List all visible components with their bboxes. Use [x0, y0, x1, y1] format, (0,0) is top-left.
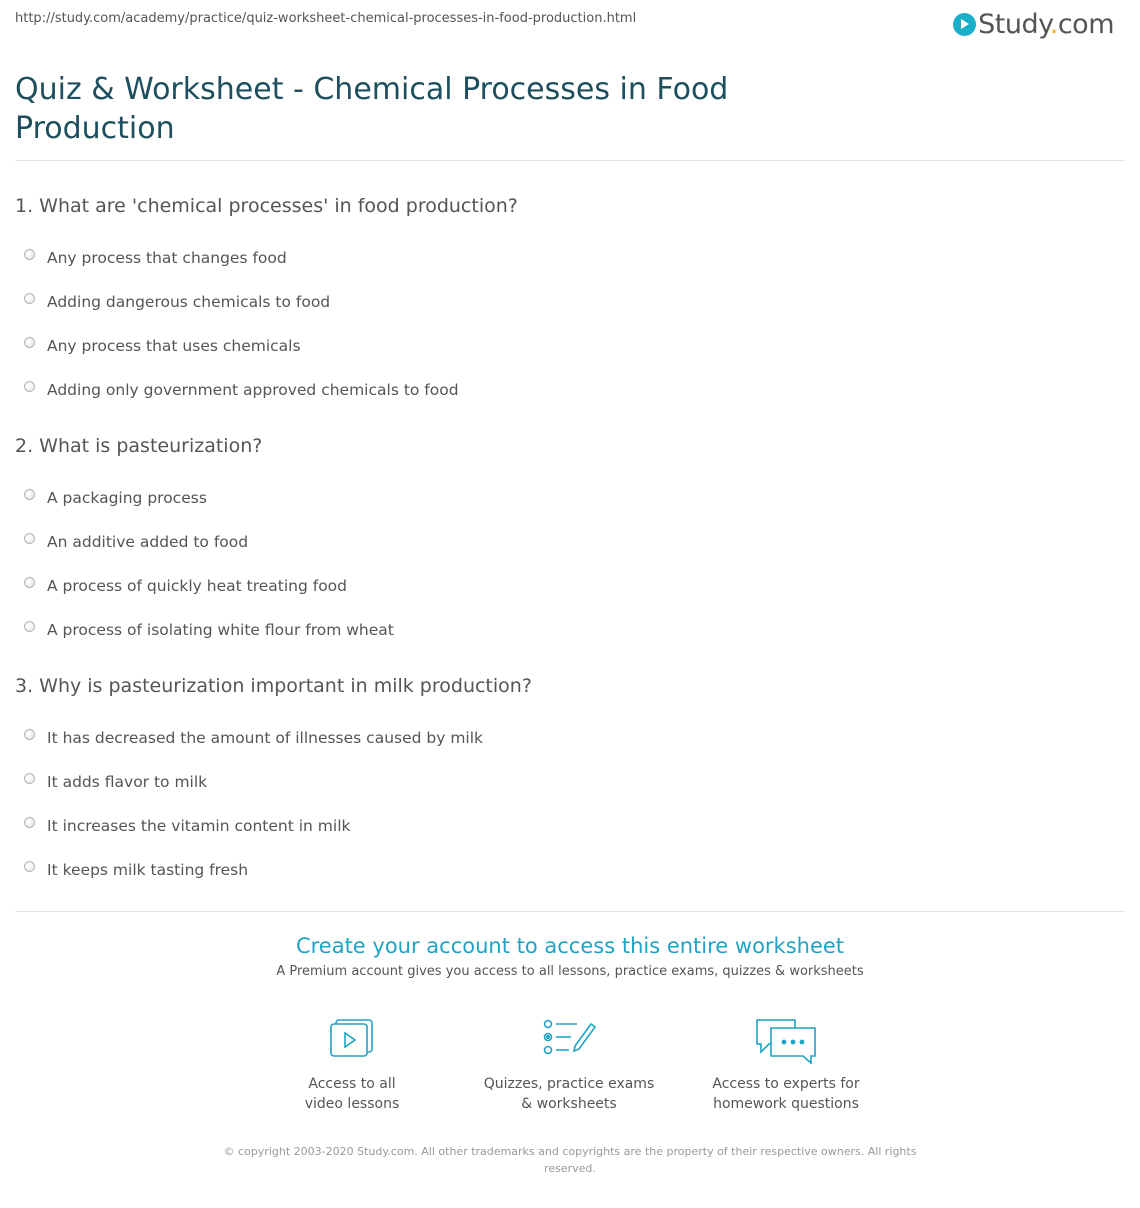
- premium-description: A Premium account gives you access to all lessons, practice exams, quizzes & worksheets: [276, 964, 864, 979]
- answer-options: [15, 236, 1115, 412]
- study-logo[interactable]: [953, 7, 1114, 41]
- radio-button[interactable]: [24, 489, 35, 500]
- answer-label: It keeps milk tasting fresh: [47, 861, 249, 879]
- answer-option[interactable]: [15, 368, 1115, 412]
- feature-video-lessons: [252, 1016, 452, 1114]
- answer-label: Any process that uses chemicals: [47, 337, 301, 355]
- page-url: http://study.com/academy/practice/quiz-worksheet-chemical-processes-in-food-production.html: [15, 11, 637, 26]
- copyright-notice: © copyright 2003-2020 Study.com. All other trademarks and copyrights are the property of their respective owners. All rights reserved.: [223, 1145, 917, 1175]
- question-text: 2. What is pasteurization?: [15, 435, 263, 457]
- answer-option[interactable]: [15, 280, 1115, 324]
- divider: [15, 160, 1125, 161]
- radio-button[interactable]: [24, 533, 35, 544]
- radio-button[interactable]: [24, 577, 35, 588]
- chat-bubbles-icon: [686, 1016, 886, 1068]
- quiz-checklist-icon: [469, 1016, 669, 1068]
- radio-button[interactable]: [24, 817, 35, 828]
- question-text: 1. What are 'chemical processes' in food production?: [15, 195, 518, 217]
- radio-button[interactable]: [24, 337, 35, 348]
- answer-option[interactable]: [15, 716, 1115, 760]
- divider: [15, 911, 1125, 912]
- radio-button[interactable]: [24, 249, 35, 260]
- answer-label: A process of quickly heat treating food: [47, 577, 348, 595]
- feature-label: Access to experts for homework questions: [712, 1076, 860, 1112]
- question-text: 3. Why is pasteurization important in milk production?: [15, 675, 532, 697]
- radio-button[interactable]: [24, 381, 35, 392]
- answer-label: It has decreased the amount of illnesses caused by milk: [47, 729, 484, 747]
- answer-option[interactable]: [15, 564, 1115, 608]
- video-lessons-icon: [252, 1016, 452, 1068]
- feature-experts: [686, 1016, 886, 1114]
- answer-label: An additive added to food: [47, 533, 249, 551]
- answer-option[interactable]: [15, 236, 1115, 280]
- radio-button[interactable]: [24, 729, 35, 740]
- question-3: [15, 673, 1115, 892]
- radio-button[interactable]: [24, 773, 35, 784]
- answer-label: It adds flavor to milk: [47, 773, 208, 791]
- answer-label: Any process that changes food: [47, 249, 287, 267]
- feature-label: Access to all video lessons: [304, 1076, 400, 1112]
- feature-quizzes: [469, 1016, 669, 1114]
- answer-option[interactable]: [15, 760, 1115, 804]
- answer-label: Adding only government approved chemicals to food: [47, 381, 459, 399]
- answer-options: [15, 476, 1115, 652]
- answer-option[interactable]: [15, 848, 1115, 892]
- answer-option[interactable]: [15, 520, 1115, 564]
- radio-button[interactable]: [24, 621, 35, 632]
- answer-option[interactable]: [15, 324, 1115, 368]
- answer-label: A packaging process: [47, 489, 207, 507]
- play-icon: [953, 13, 976, 36]
- radio-button[interactable]: [24, 293, 35, 304]
- create-account-link[interactable]: Create your account to access this entire worksheet: [295, 934, 845, 958]
- answer-label: Adding dangerous chemicals to food: [47, 293, 331, 311]
- answer-options: [15, 716, 1115, 892]
- answer-label: A process of isolating white flour from wheat: [47, 621, 394, 639]
- answer-label: It increases the vitamin content in milk: [47, 817, 351, 835]
- answer-option[interactable]: [15, 476, 1115, 520]
- page-title: Quiz & Worksheet - Chemical Processes in Food Production: [15, 72, 729, 146]
- question-2: [15, 433, 1115, 652]
- radio-button[interactable]: [24, 861, 35, 872]
- logo-text: Study.com: [978, 8, 1114, 40]
- feature-label: Quizzes, practice exams & worksheets: [483, 1076, 655, 1112]
- answer-option[interactable]: [15, 608, 1115, 652]
- signup-callout: [0, 934, 1140, 979]
- question-1: [15, 193, 1115, 412]
- answer-option[interactable]: [15, 804, 1115, 848]
